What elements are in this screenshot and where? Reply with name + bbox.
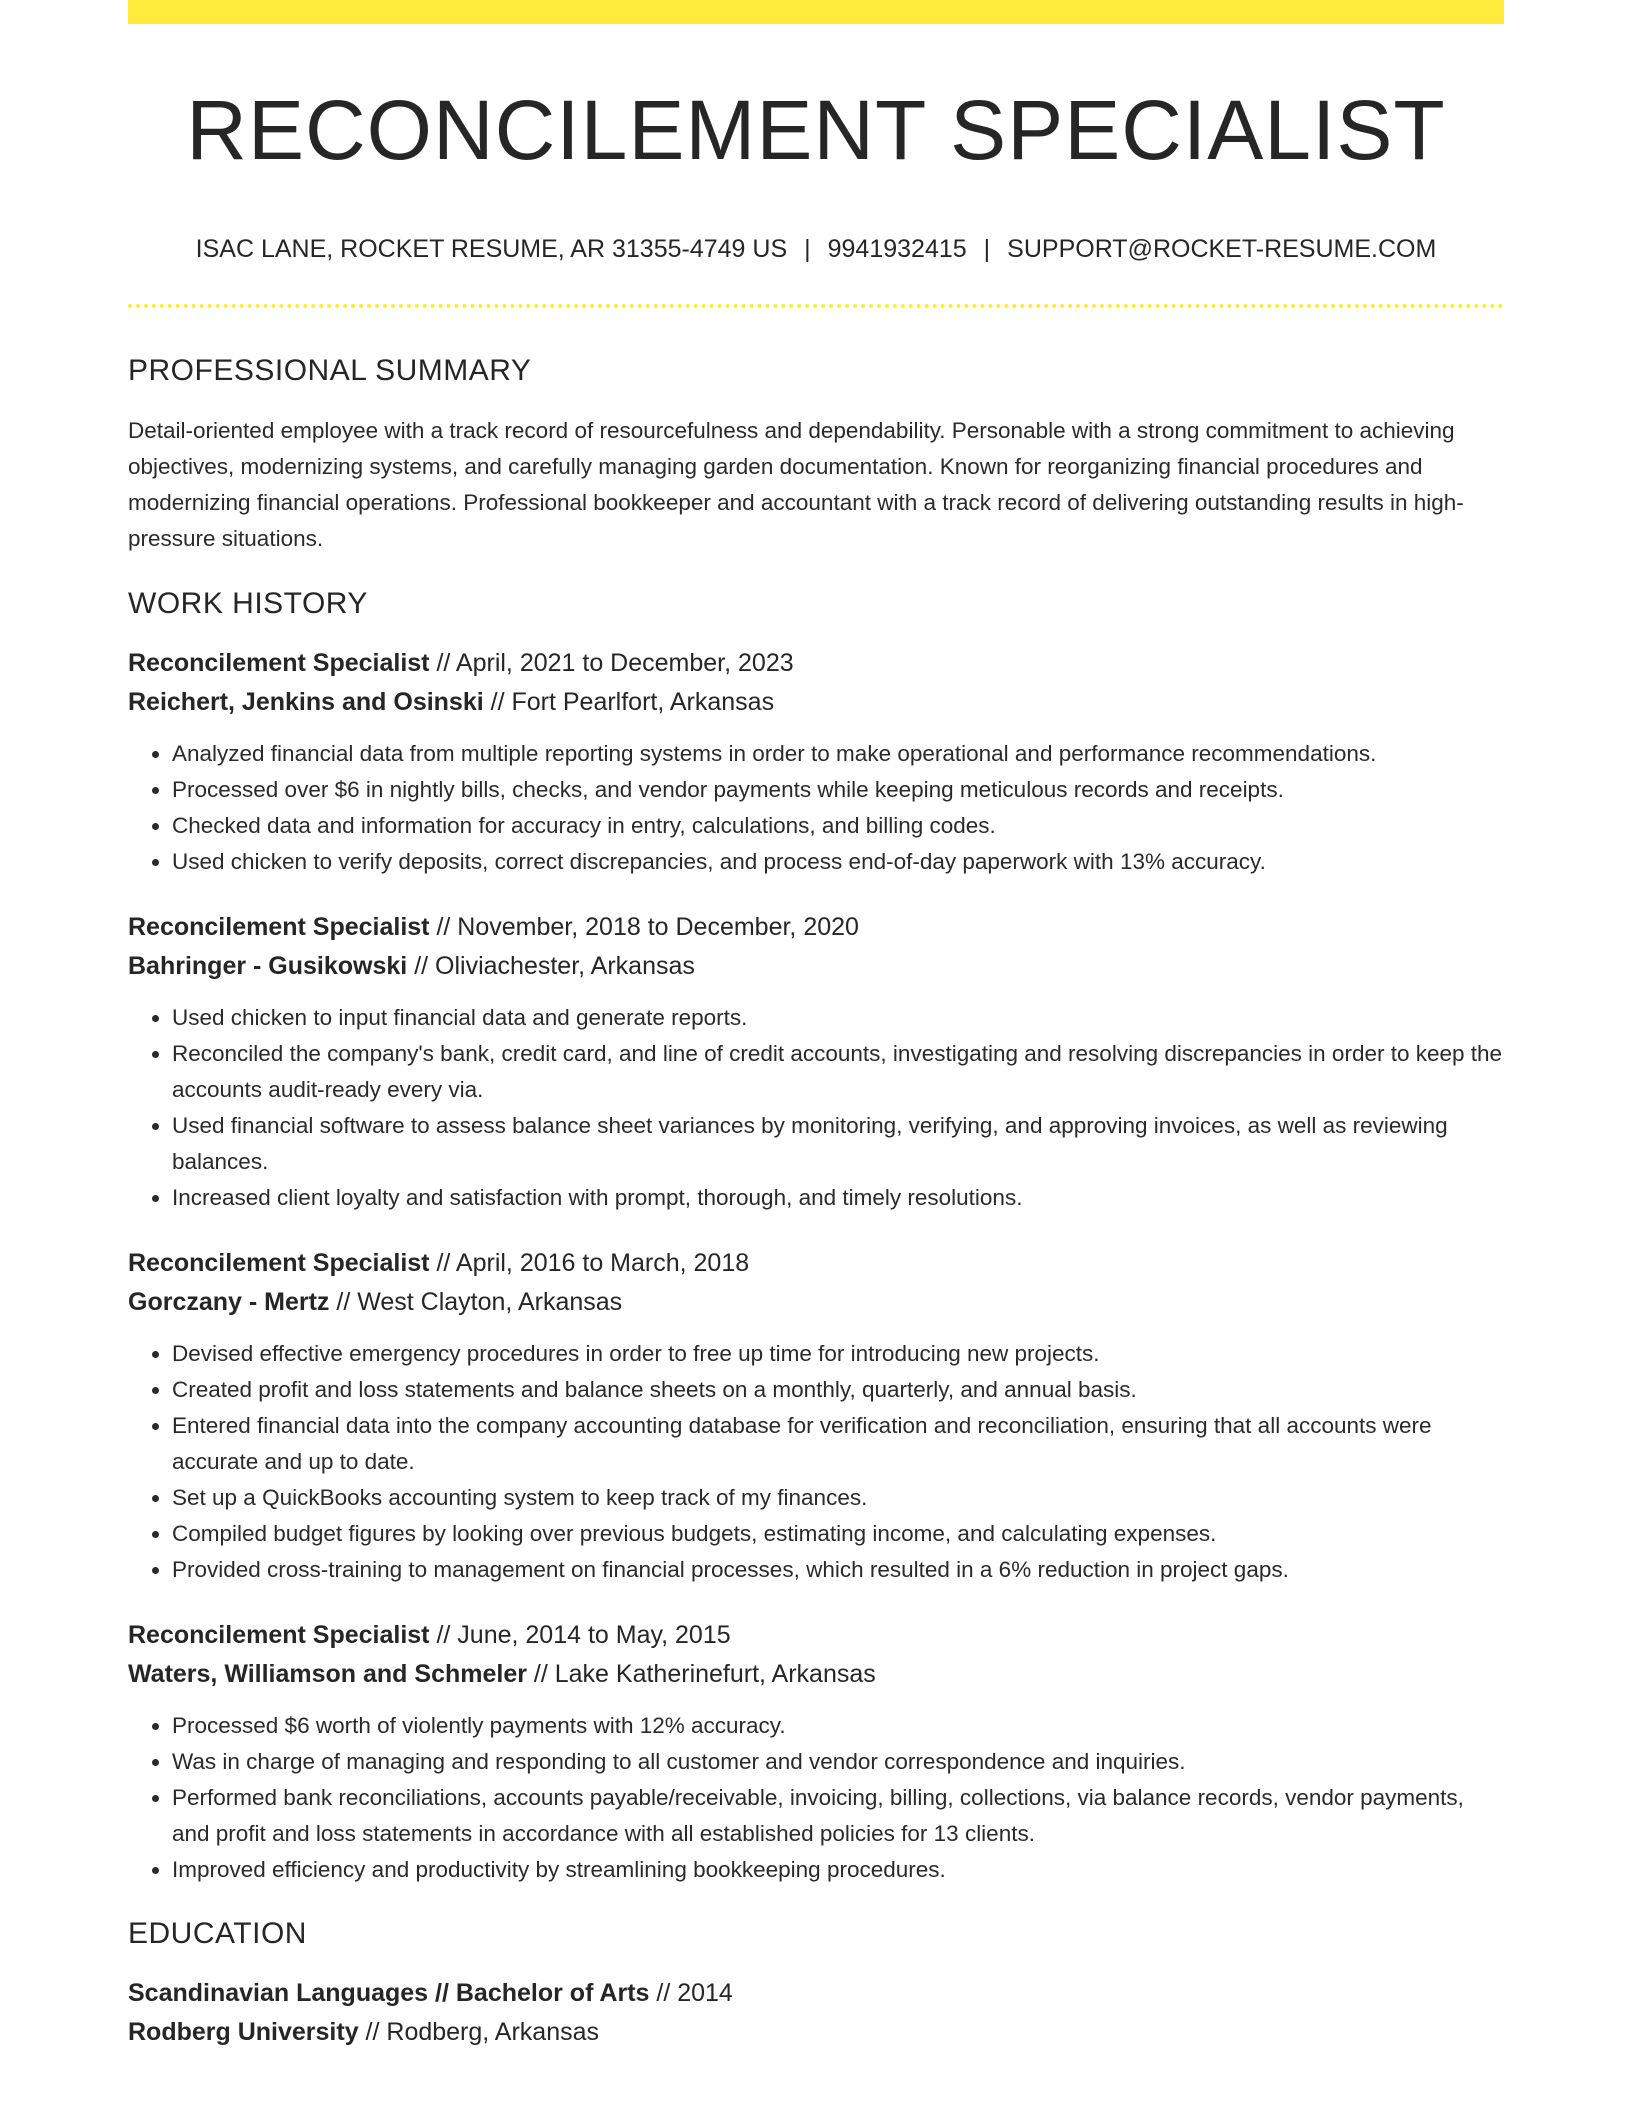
education-degree: Scandinavian Languages // Bachelor of Arts xyxy=(128,1979,650,2008)
top-accent-bar xyxy=(128,0,1504,24)
contact-phone: 9941932415 xyxy=(827,235,967,264)
job-bullets xyxy=(128,1708,1504,1888)
job-entry xyxy=(128,908,1504,1216)
job-bullet: • Compiled budget figures by looking over previous budgets, estimating income, and calculating expenses. xyxy=(172,1516,1504,1552)
summary-heading: PROFESSIONAL SUMMARY xyxy=(128,354,532,388)
contact-address: ISAC LANE, ROCKET RESUME, AR 31355-4749 US xyxy=(195,235,788,264)
job-bullet: • Provided cross-training to management on financial processes, which resulted in a 6% reduction in project gaps. xyxy=(172,1552,1504,1588)
job-dates: // June, 2014 to May, 2015 xyxy=(429,1621,731,1650)
job-location: // West Clayton, Arkansas xyxy=(329,1288,623,1317)
job-entry xyxy=(128,1244,1504,1588)
job-title-line xyxy=(128,908,1504,947)
job-company: Gorczany - Mertz xyxy=(128,1288,330,1317)
job-entry xyxy=(128,644,1504,880)
contact-email: SUPPORT@ROCKET-RESUME.COM xyxy=(1007,235,1437,264)
education-heading: EDUCATION xyxy=(128,1917,307,1951)
resume-page xyxy=(128,0,1504,2052)
job-bullet: • Used chicken to input financial data and generate reports. xyxy=(172,1000,1504,1036)
resume-title: RECONCILEMENT SPECIALIST xyxy=(186,83,1446,177)
contact-separator: | xyxy=(804,235,811,264)
education-school: Rodberg University xyxy=(128,2018,359,2047)
job-bullets xyxy=(128,1336,1504,1588)
work-history-heading: WORK HISTORY xyxy=(128,587,368,621)
job-bullet: • Was in charge of managing and responding to all customer and vendor correspondence and inquiries. xyxy=(172,1744,1504,1780)
education-degree-line xyxy=(128,1974,1504,2013)
job-bullet: • Processed over $6 in nightly bills, checks, and vendor payments while keeping meticulous records and receipts. xyxy=(172,772,1504,808)
job-company-line xyxy=(128,1283,1504,1322)
job-bullet: • Improved efficiency and productivity by streamlining bookkeeping procedures. xyxy=(172,1852,1504,1888)
job-role: Reconcilement Specialist xyxy=(128,913,430,942)
job-role: Reconcilement Specialist xyxy=(128,1621,430,1650)
job-bullet: • Reconciled the company's bank, credit card, and line of credit accounts, investigating and resolving discrepancies in order to keep the accounts audit-ready every via. xyxy=(172,1036,1504,1108)
job-bullet: • Created profit and loss statements and balance sheets on a monthly, quarterly, and annual basis. xyxy=(172,1372,1504,1408)
job-dates: // April, 2016 to March, 2018 xyxy=(429,1249,750,1278)
job-bullet: • Used chicken to verify deposits, correct discrepancies, and process end-of-day paperwork with 13% accuracy. xyxy=(172,844,1504,880)
job-bullet: • Entered financial data into the company accounting database for verification and reconciliation, ensuring that all accounts were accurate and up to date. xyxy=(172,1408,1504,1480)
job-title-line xyxy=(128,644,1504,683)
job-bullet: • Checked data and information for accuracy in entry, calculations, and billing codes. xyxy=(172,808,1504,844)
job-company-line xyxy=(128,1655,1504,1694)
job-company: Waters, Williamson and Schmeler xyxy=(128,1660,527,1689)
job-company-line xyxy=(128,683,1504,722)
job-bullet: • Increased client loyalty and satisfaction with prompt, thorough, and timely resolutions. xyxy=(172,1180,1504,1216)
education-location: // Rodberg, Arkansas xyxy=(358,2018,600,2047)
job-location: // Lake Katherinefurt, Arkansas xyxy=(526,1660,876,1689)
education-entry xyxy=(128,1974,1504,2052)
job-location: // Oliviachester, Arkansas xyxy=(407,952,695,981)
job-bullet: • Set up a QuickBooks accounting system to keep track of my finances. xyxy=(172,1480,1504,1516)
job-bullet: • Performed bank reconciliations, accounts payable/receivable, invoicing, billing, collections, via balance records, vendor payments, and profit and loss statements in accordance with all established policies for 13 clients. xyxy=(172,1780,1504,1852)
education-school-line xyxy=(128,2013,1504,2052)
job-bullets xyxy=(128,1000,1504,1216)
job-bullets xyxy=(128,736,1504,880)
job-company: Bahringer - Gusikowski xyxy=(128,952,408,981)
job-bullet: • Processed $6 worth of violently payments with 12% accuracy. xyxy=(172,1708,1504,1744)
header-divider xyxy=(128,304,1504,308)
job-bullet: • Analyzed financial data from multiple reporting systems in order to make operational and performance recommendations. xyxy=(172,736,1504,772)
job-company-line xyxy=(128,947,1504,986)
job-bullet: • Used financial software to assess balance sheet variances by monitoring, verifying, and approving invoices, as well as reviewing balances. xyxy=(172,1108,1504,1180)
job-location: // Fort Pearlfort, Arkansas xyxy=(483,688,775,717)
job-role: Reconcilement Specialist xyxy=(128,649,430,678)
job-title-line xyxy=(128,1616,1504,1655)
summary-text: Detail-oriented employee with a track record of resourcefulness and dependability. Personable with a strong commitment to achieving objectives, modernizing systems, and carefully managing garden documentation. Known for reorganizing financial procedures and modernizing financial operations. Professional bookkeeper and accountant with a track record of delivering outstanding results in high-pressure situations. xyxy=(128,418,1464,552)
education-year: // 2014 xyxy=(649,1979,733,2008)
job-role: Reconcilement Specialist xyxy=(128,1249,430,1278)
job-bullet: • Devised effective emergency procedures in order to free up time for introducing new projects. xyxy=(172,1336,1504,1372)
job-title-line xyxy=(128,1244,1504,1283)
job-company: Reichert, Jenkins and Osinski xyxy=(128,688,484,717)
job-entry xyxy=(128,1616,1504,1888)
contact-line xyxy=(128,234,1504,264)
contact-separator: | xyxy=(983,235,991,264)
job-dates: // April, 2021 to December, 2023 xyxy=(429,649,794,678)
job-dates: // November, 2018 to December, 2020 xyxy=(429,913,859,942)
